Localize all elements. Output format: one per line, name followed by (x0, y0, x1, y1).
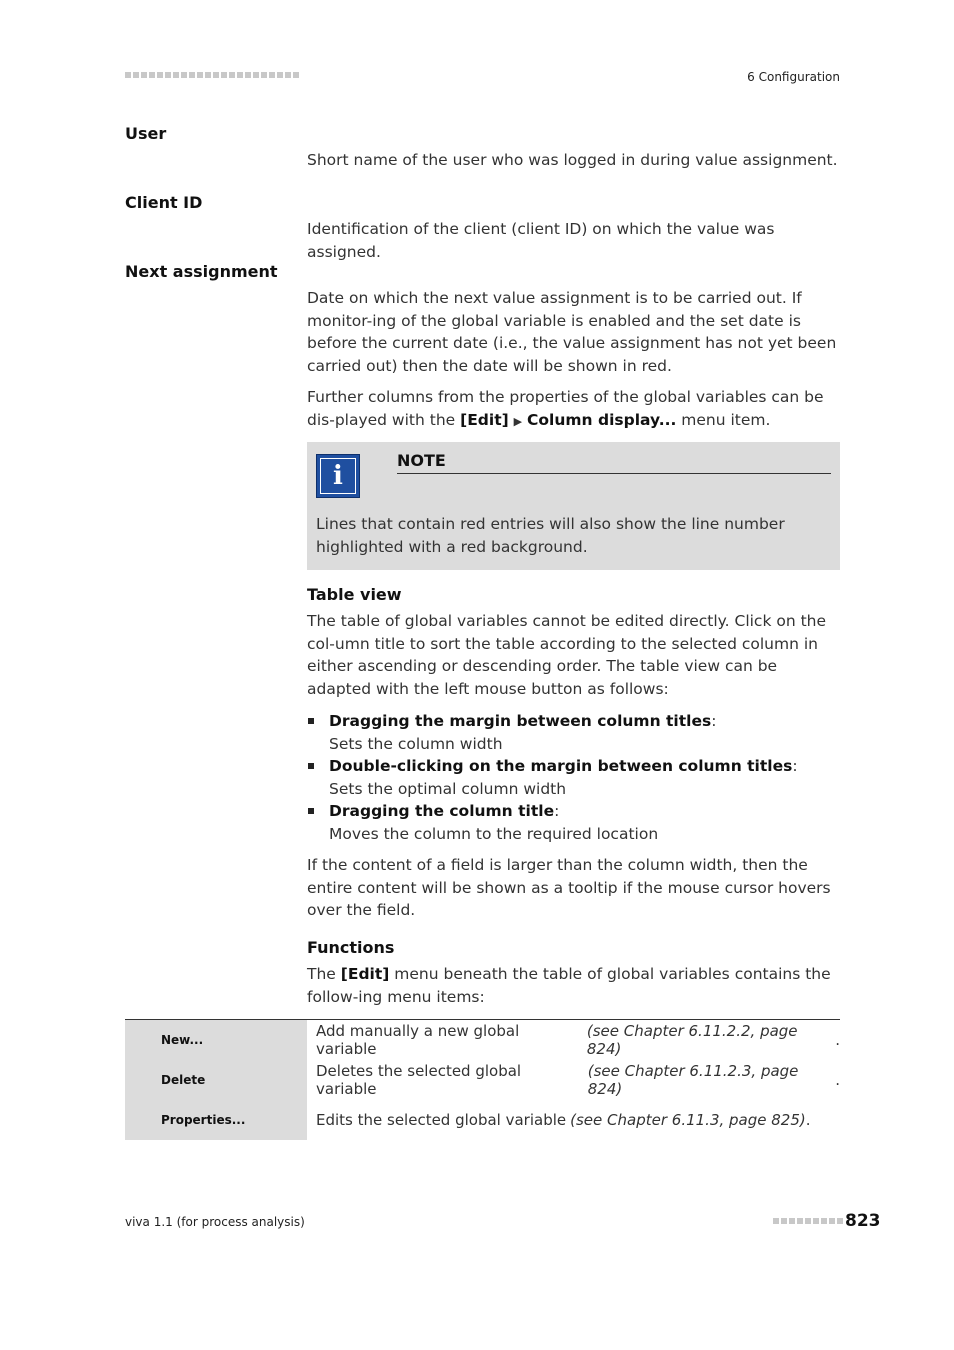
functions-intro-text: The (307, 965, 341, 983)
menu-item-name: Properties... (125, 1100, 307, 1140)
table-row (125, 1060, 840, 1100)
tooltip-paragraph: If the content of a field is larger than the column width, then the entire content will be shown as a tooltip if the mouse cursor hovers over the field. (307, 856, 831, 919)
further-columns-text: Further columns from the properties of the global variables can be dis-played with the (307, 388, 824, 429)
further-columns-text-end: menu item. (676, 410, 771, 429)
bullet-icon (308, 763, 314, 769)
term-next-assignment: Next assignment (125, 262, 278, 281)
header-decoration (125, 72, 307, 80)
menu-arrow-icon: ▶ (513, 414, 523, 428)
further-columns-paragraph (307, 386, 840, 433)
table-row (125, 1020, 840, 1060)
footer-decoration (773, 1218, 843, 1224)
menu-item-desc: Deletes the selected global variable (see Chapter 6.11.2.3, page 824) . (316, 1062, 840, 1098)
bullet-icon (308, 808, 314, 814)
table-view-heading: Table view (307, 585, 402, 604)
column-display-ref: Column display... (527, 410, 677, 429)
bullet-result: Moves the column to the required location (329, 824, 659, 843)
menu-item-name: New... (125, 1020, 307, 1060)
functions-intro-text-end: menu beneath the table of global variables contains the follow-ing menu items: (307, 965, 831, 1006)
bullet-action: Dragging the margin between column titles (329, 712, 712, 730)
note-title: NOTE (397, 451, 831, 474)
list-item: Double-clicking on the margin between column titles: Sets the optimal column width (307, 755, 840, 800)
bullet-result: Sets the column width (329, 734, 503, 753)
menu-item-name: Delete (125, 1060, 307, 1100)
note-box (307, 442, 840, 570)
edit-menu-ref: [Edit] (460, 410, 509, 429)
list-item: Dragging the margin between column titles: Sets the column width (307, 710, 840, 755)
table-view-list (307, 710, 840, 845)
functions-heading: Functions (307, 938, 395, 957)
info-icon: i (316, 454, 360, 498)
footer-product: viva 1.1 (for process analysis) (125, 1215, 305, 1229)
edit-menu-ref: [Edit] (340, 965, 390, 983)
term-user: User (125, 124, 167, 143)
menu-item-desc: Add manually a new global variable (see Chapter 6.11.2.2, page 824) . (316, 1022, 840, 1058)
bullet-icon (308, 718, 314, 724)
desc-user: Short name of the user who was logged in during value assignment. (307, 151, 838, 169)
functions-table (125, 1019, 840, 1140)
header-section-title: 6 Configuration (747, 70, 840, 84)
bullet-action: Double-clicking on the margin between column titles (329, 757, 793, 775)
menu-item-desc: Edits the selected global variable (see Chapter 6.11.3, page 825) . (316, 1111, 811, 1129)
functions-intro (307, 963, 840, 1008)
bullet-action: Dragging the column title (329, 802, 555, 820)
note-text: Lines that contain red entries will also show the line number highlighted with a red background. (316, 515, 785, 556)
term-client-id: Client ID (125, 193, 203, 212)
chapter-ref: (see Chapter 6.11.2.2, page 824) (586, 1022, 798, 1058)
page-number: 823 (845, 1211, 881, 1231)
bullet-result: Sets the optimal column width (329, 779, 567, 798)
table-row (125, 1100, 840, 1140)
desc-next-assignment: Date on which the next value assignment is to be carried out. If monitor-ing of the global variable is enabled and the set date is before the current date (i.e., the value assignment has not yet been carried out) then the date will be shown in red. (307, 289, 837, 375)
desc-client-id: Identification of the client (client ID) on which the value was assigned. (307, 220, 775, 261)
chapter-ref: (see Chapter 6.11.3, page 825) (570, 1111, 806, 1129)
chapter-ref: (see Chapter 6.11.2.3, page 824) (587, 1062, 799, 1098)
table-view-intro: The table of global variables cannot be edited directly. Click on the col-umn title to sort the table according to the selected column in either ascending or descending order. The table view can be adapted with the left mouse button as follows: (307, 612, 827, 698)
list-item: Dragging the column title: Moves the column to the required location (307, 800, 840, 845)
